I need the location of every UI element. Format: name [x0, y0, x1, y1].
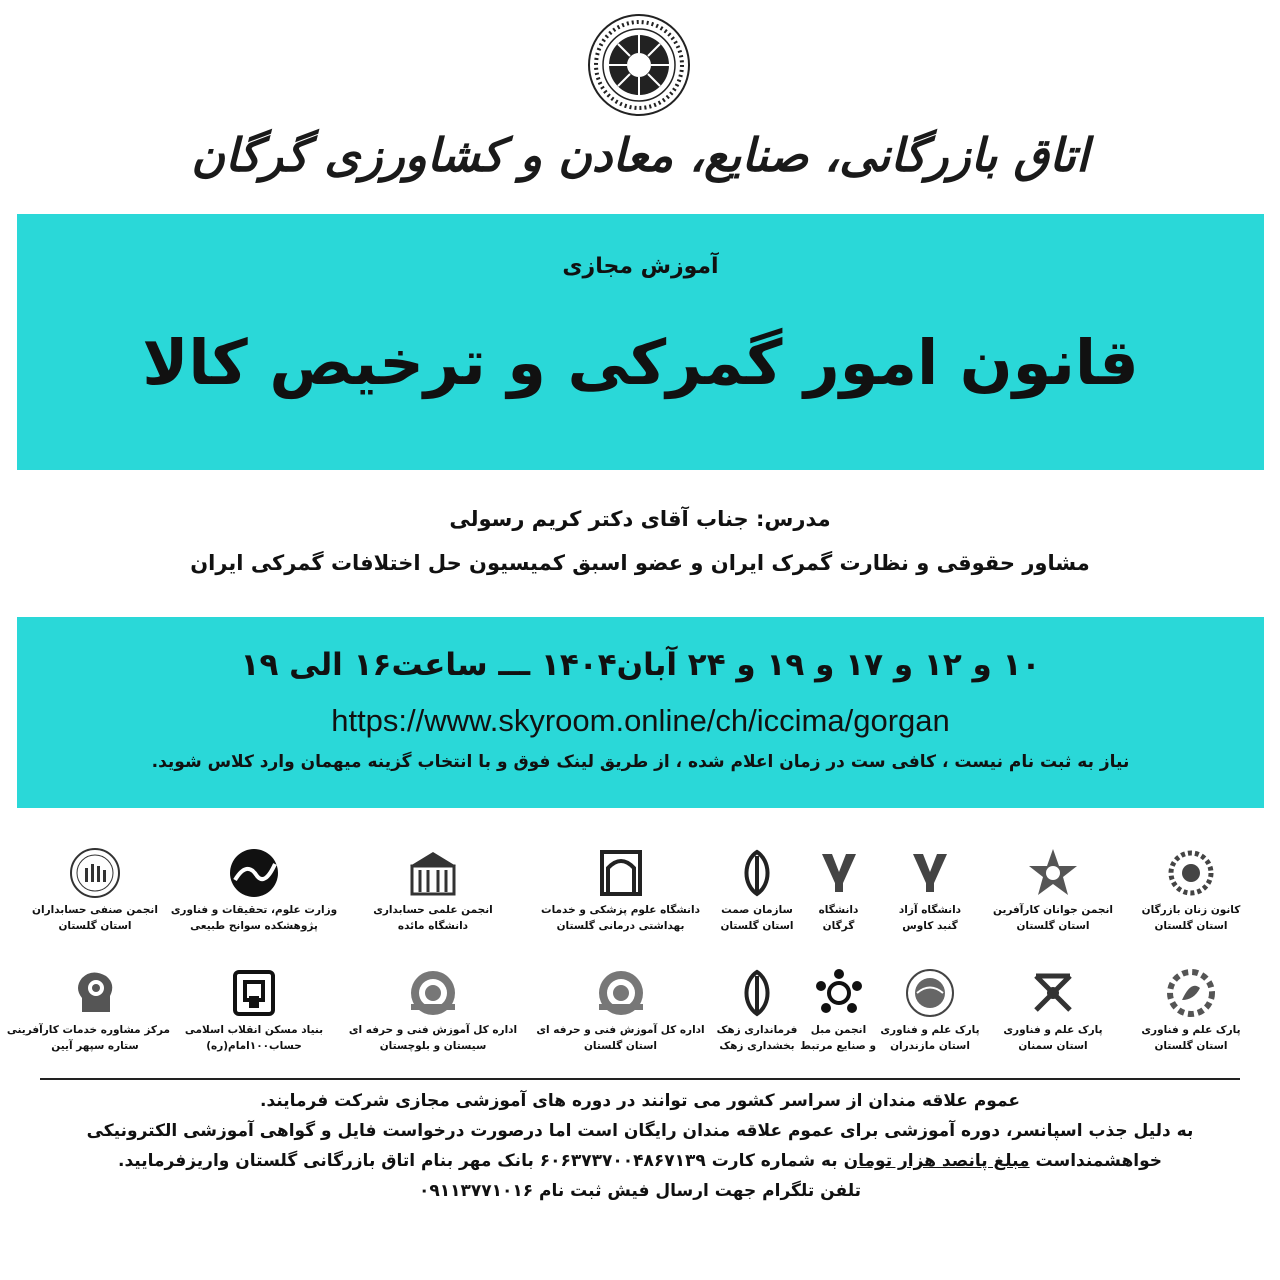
partner-logo [801, 962, 876, 1072]
molecule-icon [1026, 966, 1080, 1020]
logo-sublabel: سیستان و بلوچستان [379, 1040, 487, 1052]
footer-line-3 [40, 1146, 1240, 1176]
azad-university-icon [903, 846, 957, 900]
ministry-swirl-icon [227, 846, 281, 900]
partner-logo [170, 962, 338, 1072]
logo-label: دانشگاه علوم پزشکی و خدمات [541, 904, 700, 916]
partner-logo [713, 962, 801, 1072]
sponsor-logo [528, 842, 713, 952]
course-subtitle: آموزش مجازی [562, 254, 719, 279]
contact-phone: تلفن تلگرام جهت ارسال فیش ثبت نام ۰۹۱۱۳۷۷۱۰۱۶ [418, 1181, 862, 1201]
sponsor-logo [170, 842, 338, 952]
logo-label: انجمن علمی حسابداری [373, 904, 493, 916]
logo-row-1 [20, 842, 1260, 952]
logo-label: اداره کل آموزش فنی و حرفه ای [536, 1024, 705, 1036]
logo-label: سازمان صمت [721, 904, 793, 916]
sponsor-logo [338, 842, 528, 952]
logo-label: انجمن مبل [810, 1024, 867, 1036]
logo-sublabel: استان گلستان [1154, 920, 1228, 932]
people-circle-icon [812, 966, 866, 1020]
logo-label: پارک علم و فناوری [1141, 1024, 1241, 1036]
logo-label: اداره کل آموزش فنی و حرفه ای [348, 1024, 518, 1036]
sponsor-logos [6, 842, 1260, 1070]
instructor-role: مشاور حقوقی و نظارت گمرک ایران و عضو اسبق کمیسیون حل اختلافات گمرکی ایران [190, 551, 1090, 575]
header [0, 0, 1280, 210]
logo-label: مرکز مشاوره خدمات کارآفرینی [6, 1024, 170, 1036]
logo-label: انجمن صنفی حسابداران [32, 904, 158, 916]
logo-label: انجمن جوانان کارآفرین [993, 904, 1113, 916]
logo-label: پارک علم و فناوری [880, 1024, 980, 1036]
logo-label: کانون زنان بازرگان [1141, 904, 1241, 916]
footer-line-3-end: به شماره کارت ۶۰۶۳۷۳۷۰۰۴۸۶۷۱۳۹ بانک مهر بنام اتاق بازرگانی گلستان واریزفرمایید. [117, 1151, 838, 1171]
logo-sublabel: استان گلستان [1154, 1040, 1228, 1052]
registration-note: نیاز به ثبت نام نیست ، کافی ست در زمان اعلام شده ، از طریق لینک فوق و با انتخاب گزینه میهمان وارد کلاس شوید. [151, 752, 1130, 772]
course-title: قانون امور گمرکی و ترخیص کالا [142, 326, 1139, 399]
logo-sublabel: استان گلستان [1016, 920, 1090, 932]
logo-sublabel: بهداشتی درمانی گلستان [556, 920, 685, 932]
logo-sublabel: حساب۱۰۰امام(ره) [206, 1040, 302, 1052]
logo-sublabel: و صنایع مرتبط [800, 1040, 876, 1052]
logo-sublabel: استان سمنان [1018, 1040, 1088, 1052]
gear-leaf-icon [1164, 966, 1218, 1020]
logo-sublabel: گنبد کاوس [902, 920, 958, 932]
chamber-seal-icon [586, 12, 692, 118]
course-dates: ۱۰ و ۱۲ و ۱۷ و ۱۹ و ۲۴ آبان۱۴۰۴ ـــ ساعت۱۶ الی ۱۹ [240, 647, 1041, 683]
class-link[interactable]: https://www.skyroom.online/ch/iccima/gorgan [331, 703, 950, 738]
footer-line-2: به دلیل جذب اسپانسر، دوره آموزشی برای عموم علاقه مندان رایگان است اما درصورت درخواست فایل و گواهی آموزشی الکترونیکی [86, 1121, 1194, 1141]
schedule-banner [17, 617, 1264, 808]
logo-label: دانشگاه آزاد [898, 904, 962, 916]
gear-flower-icon [1164, 846, 1218, 900]
fee-amount: مبلغ پانصد هزار تومان [843, 1151, 1030, 1171]
logo-sublabel: استان گلستان [58, 920, 132, 932]
logo-label: وزارت علوم، تحقیقات و فناوری [170, 904, 338, 916]
partner-logo [6, 962, 170, 1072]
divider [40, 1078, 1240, 1080]
sponsor-logo [876, 842, 984, 952]
partner-logo [338, 962, 528, 1072]
logo-sublabel: دانشگاه مائده [397, 920, 469, 932]
tvto-icon [406, 966, 460, 1020]
logo-sublabel: گرگان [822, 920, 855, 932]
logo-sublabel: استان گلستان [583, 1040, 658, 1052]
partner-logo [1122, 962, 1260, 1072]
footer-line-3-start: خواهشمنداست [1035, 1151, 1163, 1171]
iran-emblem-icon [730, 966, 784, 1020]
azad-university-icon [812, 846, 866, 900]
sponsor-logo [713, 842, 801, 952]
tvto-icon [594, 966, 648, 1020]
partner-logo [984, 962, 1122, 1072]
sponsor-logo [801, 842, 876, 952]
logo-row-2 [6, 962, 1260, 1072]
logo-label: بنیاد مسکن انقلاب اسلامی [184, 1024, 324, 1036]
partner-logo [528, 962, 713, 1072]
logo-label: دانشگاه [818, 904, 859, 916]
partner-logo [876, 962, 984, 1072]
head-gear-icon [68, 966, 122, 1020]
sponsor-logo [984, 842, 1122, 952]
instructor-name: مدرس: جناب آقای دکتر کریم رسولی [449, 507, 831, 531]
footer-info [40, 1086, 1240, 1206]
logo-sublabel: ستاره سپهر آیین [51, 1040, 139, 1052]
star-emblem-icon [1026, 846, 1080, 900]
sponsor-logo [20, 842, 170, 952]
org-name: اتاق بازرگانی، صنایع، معادن و کشاورزی گرگان [191, 128, 1089, 182]
building-icon [406, 846, 460, 900]
logo-sublabel: پژوهشکده سوانح طبیعی [190, 920, 318, 932]
logo-sublabel: استان مازندران [890, 1040, 970, 1052]
logo-sublabel: استان گلستان [720, 920, 794, 932]
footer-line-1: عموم علاقه مندان از سراسر کشور می توانند در دوره های آموزشی مجازی شرکت فرمایند. [260, 1091, 1020, 1111]
iran-emblem-icon [730, 846, 784, 900]
logo-sublabel: بخشداری زهک [719, 1040, 795, 1052]
accountants-seal-icon [68, 846, 122, 900]
logo-label: پارک علم و فناوری [1003, 1024, 1103, 1036]
logo-label: فرمانداری زهک [716, 1024, 798, 1036]
medical-university-icon [594, 846, 648, 900]
housing-foundation-icon [227, 966, 281, 1020]
sponsor-logo [1122, 842, 1260, 952]
globe-seal-icon [903, 966, 957, 1020]
course-banner [17, 214, 1264, 470]
